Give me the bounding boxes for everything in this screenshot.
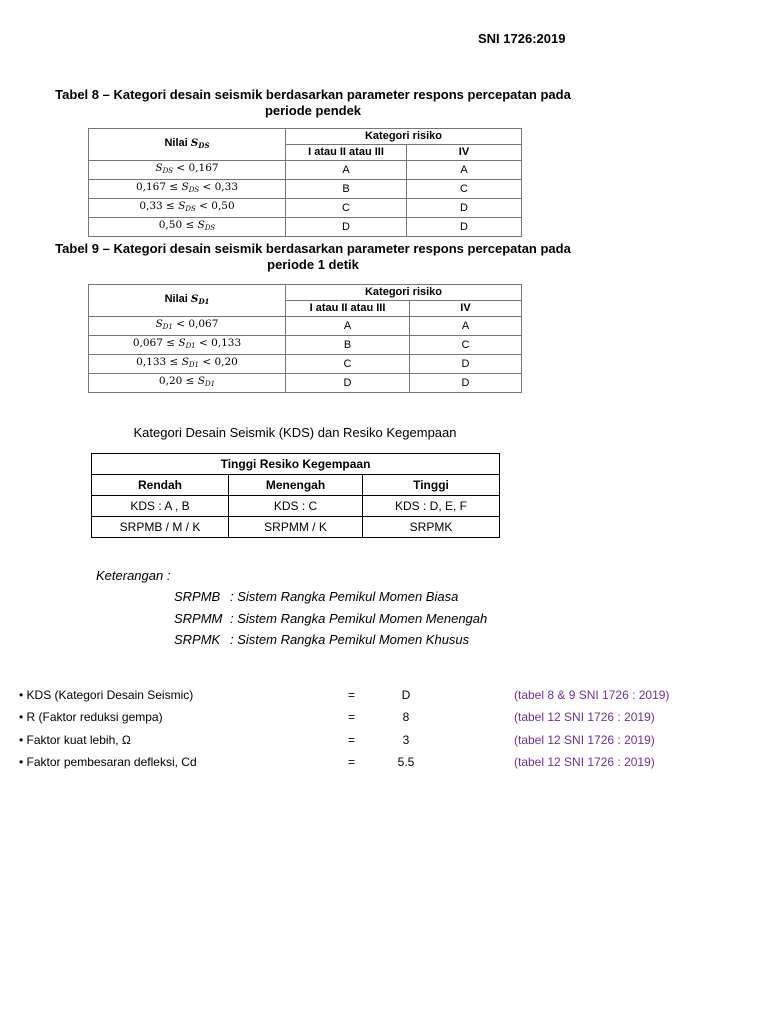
tabel8-header-sub2: IV	[407, 145, 522, 161]
param-omega-value: 3	[402, 733, 410, 747]
kds-table	[91, 453, 500, 538]
tabel8-header-sub1: I atau II atau III	[286, 145, 407, 161]
tabel8-category-iv-cell: A	[407, 161, 522, 180]
keterangan-desc: : Sistem Rangka Pemikul Momen Biasa	[230, 589, 459, 604]
tabel9-category-cell: B	[286, 336, 410, 355]
tabel8-category-cell: D	[286, 218, 407, 237]
kds-col-rendah: Rendah	[92, 475, 229, 496]
kds-title: Kategori Desain Seismik (KDS) dan Resiko Kegempaan	[133, 425, 457, 440]
keterangan-item	[174, 632, 469, 647]
kds-cell-menengah: KDS : C	[229, 496, 363, 517]
tabel9-row	[89, 317, 522, 336]
kds-col-tinggi: Tinggi	[363, 475, 500, 496]
tabel8-row	[89, 218, 522, 237]
tabel8-category-cell: B	[286, 180, 407, 199]
keterangan-desc: : Sistem Rangka Pemikul Momen Khusus	[230, 632, 470, 647]
system-cell-menengah: SRPMM / K	[229, 517, 363, 538]
param-r-value: 8	[402, 710, 410, 724]
tabel9-range-cell: $0,067 \le S_{D1} < 0,133$	[89, 336, 286, 355]
keterangan-item	[174, 611, 487, 626]
tabel9-header-sub2: IV	[410, 301, 522, 317]
param-kds-value: D	[401, 688, 411, 702]
param-cd-equals: =	[348, 755, 356, 769]
tabel8-row	[89, 199, 522, 218]
param-kds-label: • KDS (Kategori Desain Seismic)	[19, 688, 194, 702]
tabel9-category-iv-cell: A	[410, 317, 522, 336]
tabel8-category-cell: C	[286, 199, 407, 218]
tabel8-caption	[30, 87, 596, 119]
tabel8-category-iv-cell: D	[407, 218, 522, 237]
tabel8-category-iv-cell: C	[407, 180, 522, 199]
tabel9-category-cell: A	[286, 317, 410, 336]
tabel8-category-cell: A	[286, 161, 407, 180]
tabel9-row	[89, 336, 522, 355]
tabel9-category-iv-cell: D	[410, 355, 522, 374]
keterangan-code: SRPMM	[174, 611, 223, 626]
param-r-equals: =	[348, 710, 356, 724]
keterangan-code: SRPMB	[174, 589, 221, 604]
tabel8-header-nilai: Nilai $S_{DS}$	[89, 129, 286, 161]
tabel9-row	[89, 374, 522, 393]
kds-header: Tinggi Resiko Kegempaan	[92, 454, 500, 475]
tabel9-range-cell: $S_{D1} < 0,067$	[89, 317, 286, 336]
tabel9-row	[89, 355, 522, 374]
tabel8-row	[89, 180, 522, 199]
param-r-reference: (tabel 12 SNI 1726 : 2019)	[514, 710, 655, 724]
tabel8-header-kategori: Kategori risiko	[286, 129, 522, 145]
tabel8-category-iv-cell: D	[407, 199, 522, 218]
param-omega-label: • Faktor kuat lebih, Ω	[19, 733, 131, 747]
tabel9-table	[88, 284, 522, 393]
system-cell-tinggi: SRPMK	[363, 517, 500, 538]
tabel8-row	[89, 161, 522, 180]
tabel9-caption-line2: periode 1 detik	[267, 257, 359, 272]
keterangan-item	[174, 589, 458, 604]
kds-cell-rendah: KDS : A , B	[92, 496, 229, 517]
param-omega-reference: (tabel 12 SNI 1726 : 2019)	[514, 733, 655, 747]
tabel8-caption-line1: Tabel 8 – Kategori desain seismik berdasarkan parameter respons percepatan pada	[55, 87, 571, 102]
param-cd-reference: (tabel 12 SNI 1726 : 2019)	[514, 755, 655, 769]
tabel8-range-cell: $0,33 \le S_{DS} < 0,50$	[89, 199, 286, 218]
tabel9-header-kategori: Kategori risiko	[286, 285, 522, 301]
tabel8-range-cell: $0,167 \le S_{DS} < 0,33$	[89, 180, 286, 199]
param-cd-value: 5.5	[397, 755, 415, 769]
standard-header: SNI 1726:2019	[478, 31, 566, 46]
tabel9-category-cell: D	[286, 374, 410, 393]
system-cell-rendah: SRPMB / M / K	[92, 517, 229, 538]
tabel9-category-iv-cell: C	[410, 336, 522, 355]
param-omega-equals: =	[348, 733, 356, 747]
tabel9-category-cell: C	[286, 355, 410, 374]
tabel9-caption	[30, 241, 596, 273]
keterangan-label: Keterangan :	[96, 568, 171, 583]
param-kds-reference: (tabel 8 & 9 SNI 1726 : 2019)	[514, 688, 670, 702]
tabel8-caption-line2: periode pendek	[264, 103, 362, 118]
tabel9-range-cell: $0,20 \le S_{D1}$	[89, 374, 286, 393]
tabel8-table	[88, 128, 522, 237]
tabel8-range-cell: $S_{DS} < 0,167$	[89, 161, 286, 180]
keterangan-code: SRPMK	[174, 632, 221, 647]
tabel8-range-cell: $0,50 \le S_{DS}$	[89, 218, 286, 237]
keterangan-desc: : Sistem Rangka Pemikul Momen Menengah	[230, 611, 488, 626]
param-cd-label: • Faktor pembesaran defleksi, Cd	[19, 755, 197, 769]
tabel9-caption-line1: Tabel 9 – Kategori desain seismik berdasarkan parameter respons percepatan pada	[55, 241, 571, 256]
param-r-label: • R (Faktor reduksi gempa)	[19, 710, 163, 724]
tabel9-category-iv-cell: D	[410, 374, 522, 393]
tabel9-header-sub1: I atau II atau III	[286, 301, 410, 317]
kds-cell-tinggi: KDS : D, E, F	[363, 496, 500, 517]
tabel9-header-nilai: Nilai $S_{D1}$	[89, 285, 286, 317]
kds-col-menengah: Menengah	[229, 475, 363, 496]
param-kds-equals: =	[348, 688, 356, 702]
tabel9-range-cell: $0,133 \le S_{D1} < 0,20$	[89, 355, 286, 374]
